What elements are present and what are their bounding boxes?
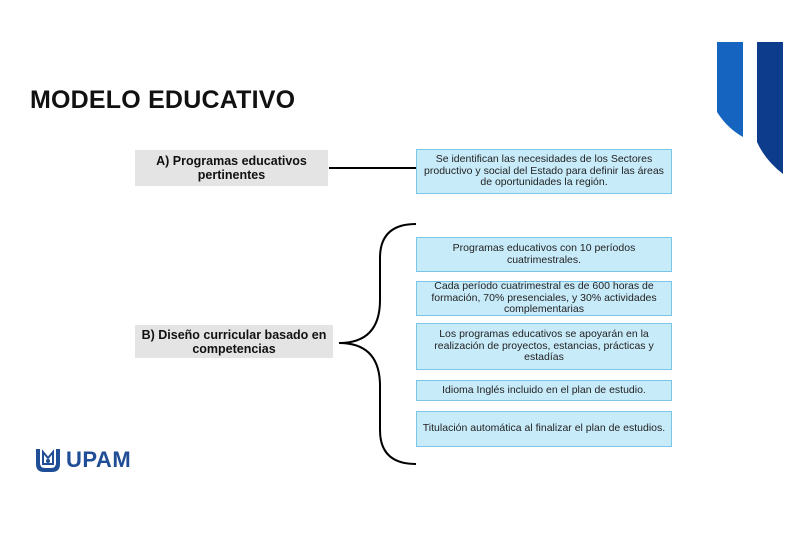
upam-emblem-icon — [34, 446, 62, 474]
section-b-item: Programas educativos con 10 períodos cuatrimestrales. — [416, 237, 672, 272]
section-a-description: Se identifican las necesidades de los Sectores productivo y social del Estado para definir las áreas de oportunidades la región. — [416, 149, 672, 194]
section-b-item: Idioma Inglés incluido en el plan de estudio. — [416, 380, 672, 401]
logo-text: UPAM — [66, 447, 132, 472]
section-b-label: B) Diseño curricular basado en competencias — [135, 325, 333, 358]
upam-logo — [34, 446, 131, 474]
page-title: MODELO EDUCATIVO — [30, 86, 296, 114]
section-b-item: Los programas educativos se apoyarán en la realización de proyectos, estancias, prácticas y estadías — [416, 323, 672, 370]
section-b-item: Cada período cuatrimestral es de 600 horas de formación, 70% presenciales, y 30% actividades complementarias — [416, 281, 672, 316]
section-b-item: Titulación automática al finalizar el plan de estudios. — [416, 411, 672, 447]
section-a-label: A) Programas educativos pertinentes — [135, 150, 328, 186]
